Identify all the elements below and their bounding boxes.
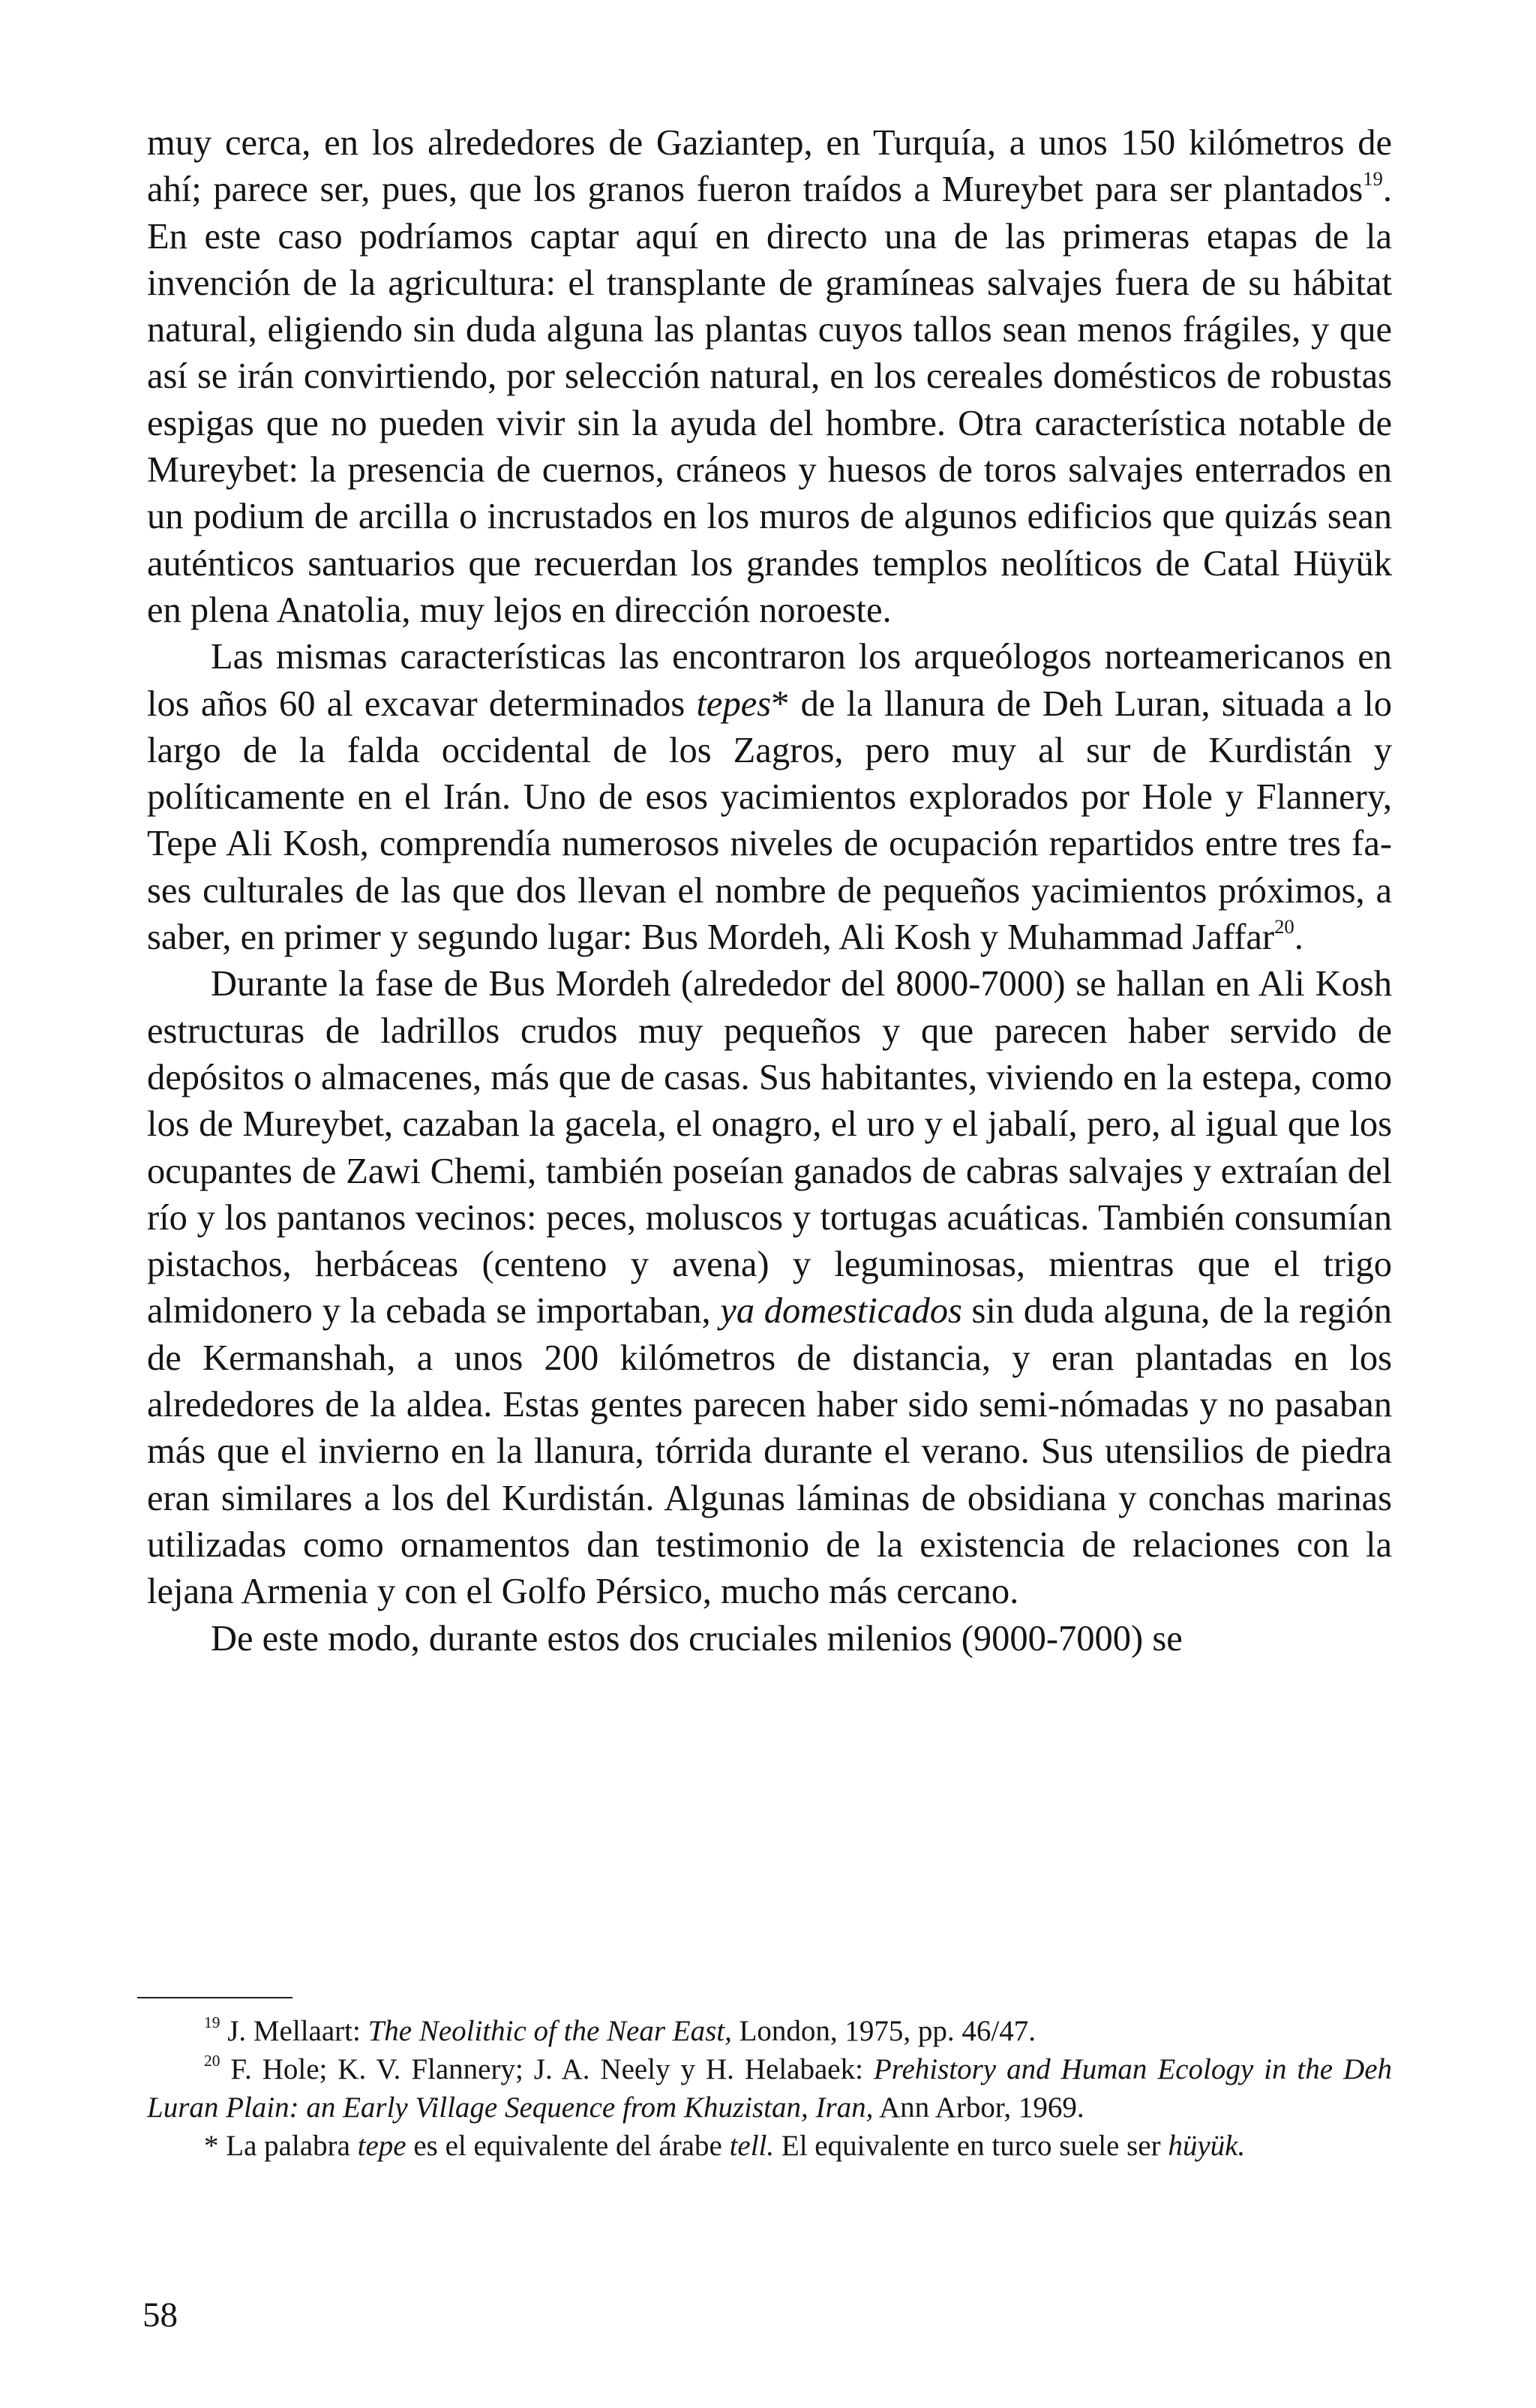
italic-text: Prehistory and Human Ecology in the Deh Luran Plain: an Early Village Sequence from Khuzistan, Iran, [147,2053,1393,2124]
text-run: muy cerca, en los alrededores de Gaziantep, en Turquía, a unos 150 kilómetros de ahí; parece ser, pues, que los granos fueron traídos a Mureybet para ser plantados [147,123,1392,210]
footnote-reference: 20 [1274,914,1294,938]
italic-text: tepe [357,2130,406,2162]
paragraph [147,961,1392,1615]
text-run: * de la llanura de Deh Luran, situada a lo largo de la falda occidental de los Zagros, pero muy al sur de Kurdistán y políticamente en el Irán. Uno de esos yacimientos explorados por Hole y Flannery, Tepe Ali Kosh, comprendía numerosos niveles de ocupación repartidos entre tres fases culturales de las que dos llevan el nombre de pequeños yacimientos próximos, a saber, en primer y segundo lugar: Bus Mordeh, Ali Kosh y Muhammad Jaffar [147,683,1392,958]
footnote [147,2050,1392,2127]
text-run: F. Hole; K. V. Flannery; J. A. Neely y H. Helabaek: [220,2053,874,2085]
footnote [147,2012,1392,2050]
text-run: London, 1975, pp. 46/47. [731,2015,1036,2047]
italic-text: The Neolithic of the Near East, [368,2015,732,2047]
body-text [147,120,1392,1662]
footnote-reference: 19 [204,2013,220,2031]
italic-text: hüyük. [1168,2130,1246,2162]
text-run: es el equivalente del árabe [406,2130,730,2162]
text-run: Las mismas características las encontraron los arqueólogos norteamericanos en los años 60 al excavar determinados [147,637,1392,724]
italic-text: tepes [696,683,772,724]
text-run: sin duda alguna, de la región de Kermanshah, a unos 200 kilómetros de distancia, y eran plantadas en los alrededores de la aldea. Estas gentes parecen haber sido semi-nómadas y no pasaban más que el invierno en la llanura, tórrida durante el verano. Sus utensilios de piedra eran similares a los del Kurdistán. Algunas láminas de obsidiana y conchas marinas utilizadas como ornamentos dan testimonio de la existencia de relaciones con la lejana Armenia y con el Golfo Pérsico, mucho más cercano. [147,1291,1392,1612]
text-run: De este modo, durante estos dos cruciales milenios (9000-7000) se [211,1618,1183,1659]
footnote [147,2127,1392,2165]
text-run: J. Mellaart: [220,2015,368,2047]
text-run: El equivalente en turco suele ser [774,2130,1168,2162]
text-run: Ann Arbor, 1969. [873,2091,1084,2124]
page-number: 58 [142,2295,178,2334]
footnote-rule [137,1997,292,1998]
footnote-reference: 19 [1363,167,1383,191]
italic-text: tell. [729,2130,775,2162]
footnote-reference: 20 [204,2051,220,2070]
paragraph [147,120,1392,634]
paragraph [147,1616,1392,1662]
text-run: * La palabra [204,2130,358,2162]
text-run: . En este caso podríamos captar aquí en directo una de las primeras etapas de la invención de la agricultura: el transplante de gramíneas salvajes fuera de su hábitat natural, eligiendo sin duda alguna las plantas cuyos tallos sean menos frágiles, y que así se irán convirtiendo, por selección natural, en los cereales domésticos de robustas espigas que no pueden vivir sin la ayuda del hombre. Otra característica notable de Mureybet: la presencia de cuernos, cráneos y huesos de toros salvajes enterrados en un podium de arcilla o incrustados en los muros de algunos edificios que quizás sean auténticos santuarios que recuerdan los grandes templos neolíticos de Catal Hüyük en plena Anatolia, muy lejos en dirección noroeste. [147,170,1392,630]
paragraph [147,634,1392,961]
text-run: . [1294,917,1304,958]
footnotes [147,2012,1392,2165]
italic-text: ya domesticados [720,1291,962,1332]
text-run: Durante la fase de Bus Mordeh (alrededor del 8000-7000) se hallan en Ali Kosh estructuras de ladrillos crudos muy pequeños y que parecen haber servido de depósitos o almacenes, más que de casas. Sus habitantes, viviendo en la estepa, como los de Mureybet, cazaban la gacela, el onagro, el uro y el jabalí, pero, al igual que los ocupantes de Zawi Chemi, también poseían ganados de cabras salvajes y extraían del río y los pantanos vecinos: peces, moluscos y tortugas acuáticas. También consumían pistachos, herbáceas (centeno y avena) y leguminosas, mientras que el trigo almidonero y la cebada se importaban, [147,964,1392,1332]
